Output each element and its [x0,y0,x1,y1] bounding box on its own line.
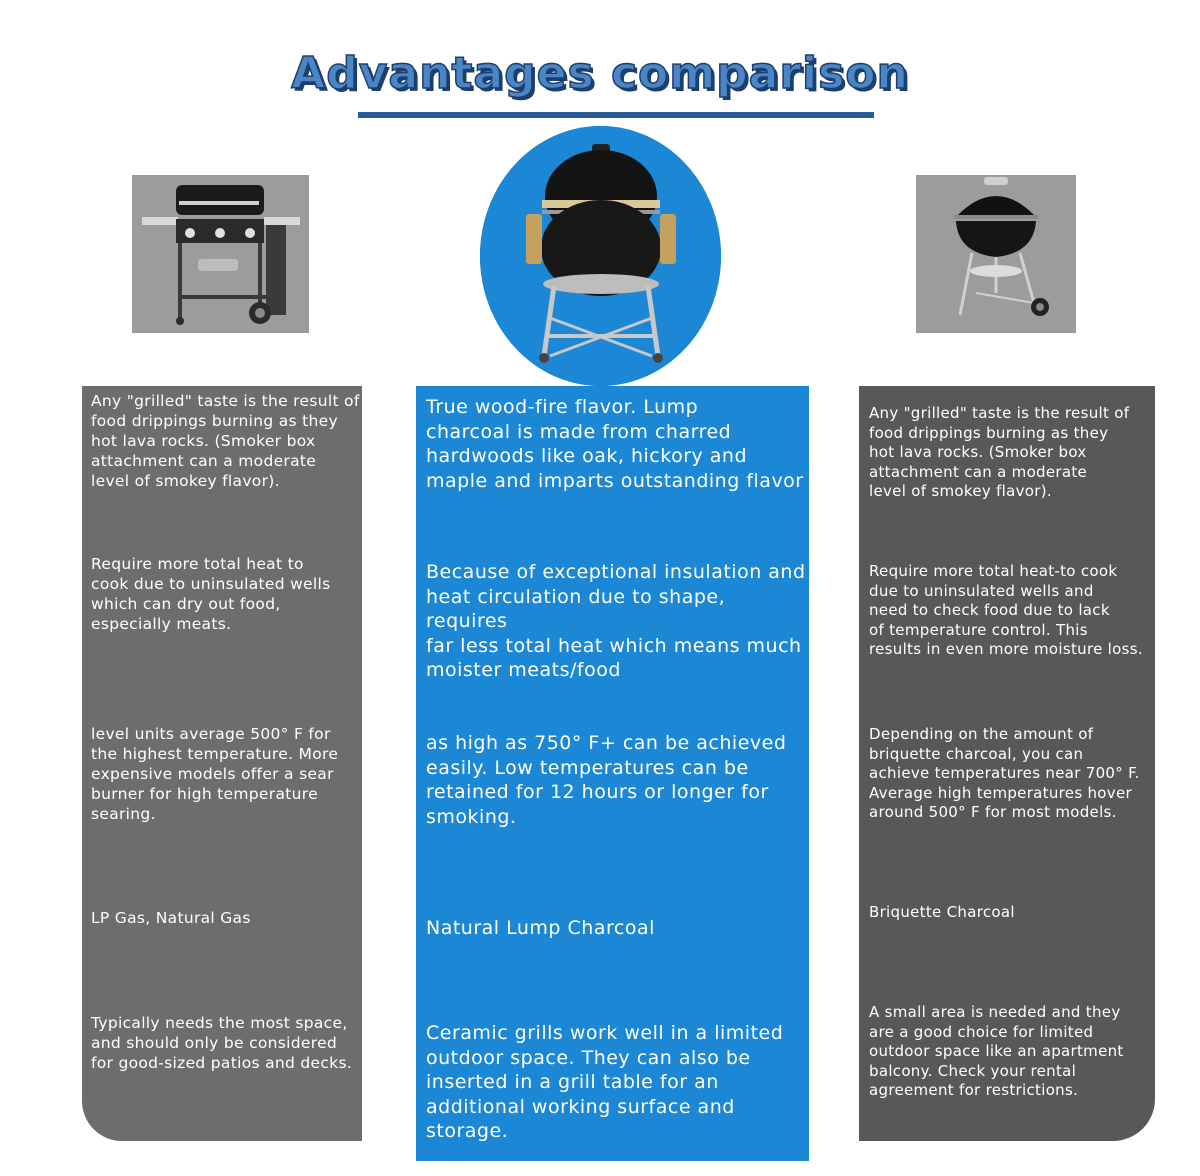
kamado-temperature-text: as high as 750° F+ can be achieved easily. Low temperatures can be retained for 12 hours or longer for smoking. [426,732,787,828]
kettle-fuel-text: Briquette Charcoal [869,903,1015,921]
kettle-space-text: A small area is needed and they are a good choice for limited outdoor space like an apartment balcony. Check your rental agreement for restrictions. [869,1003,1124,1099]
gas-grill-photo [132,175,309,333]
gas-space-text: Typically needs the most space, and should only be considered for good-sized patios and decks. [91,1014,353,1072]
kamado-column [416,386,809,1161]
gas-flavor-text: Any "grilled" taste is the result of food drippings burning as they hot lava rocks. (Smoker box attachment can a moderate level of smokey flavor). [91,392,360,490]
gas-fuel-text: LP Gas, Natural Gas [91,909,251,927]
kamado-grill-photo [480,126,721,386]
kamado-flavor-text: True wood-fire flavor. Lump charcoal is made from charred hardwoods like oak, hickory and maple and imparts outstanding flavor [426,396,804,492]
kettle-flavor-text: Any "grilled" taste is the result of food drippings burning as they hot lava rocks. (Smoker box attachment can a moderate level of smokey flavor). [869,404,1130,500]
kamado-space-text: Ceramic grills work well in a limited outdoor space. They can also be inserted in a grill table for an additional working surface and storage. [426,1022,784,1143]
kettle-grill-column [859,386,1155,1141]
kettle-temperature-text: Depending on the amount of briquette charcoal, you can achieve temperatures near 700° F. Average high temperatures hover around 500° F for most models. [869,725,1140,821]
kamado-heat-text: Because of exceptional insulation and heat circulation due to shape, requires far less total heat which means much moister meats/food [426,561,806,682]
kettle-heat-text: Require more total heat-to cook due to uninsulated wells and need to check food due to lack of temperature control. This results in even more moisture loss. [869,562,1143,658]
title-underline [358,112,874,118]
kettle-grill-photo [916,175,1076,333]
kamado-fuel-text: Natural Lump Charcoal [426,917,655,939]
gas-heat-text: Require more total heat to cook due to uninsulated wells which can dry out food, especially meats. [91,555,331,633]
gas-temperature-text: level units average 500° F for the highest temperature. More expensive models offer a sear burner for high temperature searing. [91,725,339,823]
page-title: Advantages comparison [291,48,909,99]
gas-grill-column [82,386,362,1141]
